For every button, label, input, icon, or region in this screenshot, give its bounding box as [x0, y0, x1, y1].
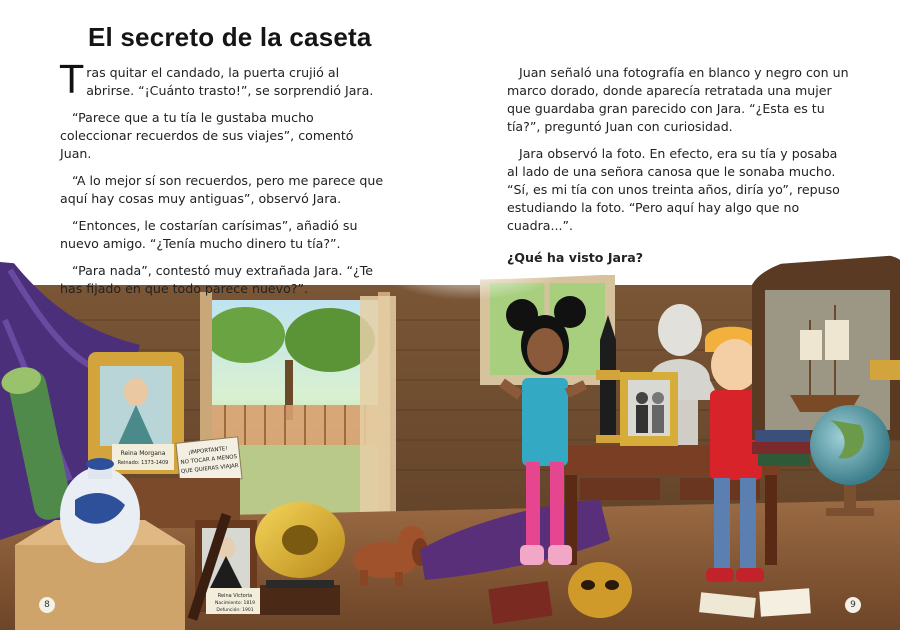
page-title: El secreto de la caseta [88, 22, 372, 52]
gramophone [255, 502, 345, 615]
warning-sign [176, 437, 242, 485]
paragraph-4: “Entonces, le costarían carísimas”, añadió su nuevo amigo. “¿Tenía mucho dinero tu tía?”. [60, 218, 358, 251]
right-column [507, 64, 852, 276]
book-stack [752, 430, 812, 466]
sign-line-2: NO TOCAR A MENOS [180, 454, 238, 466]
paragraph-2: “Parece que a tu tía le gustaba mucho coleccionar recuerdos de sus viajes”, comentó Juan. [60, 110, 354, 161]
page-number-right: 9 [845, 597, 861, 613]
paragraph-1-text: ras quitar el candado, la puerta crujió al abrirse. “¡Cuánto trasto!”, se sorprendió Jara. [86, 65, 374, 98]
paragraph-1 [60, 58, 385, 102]
portrait-caption-reign: Reinado: 1373-1409 [117, 460, 169, 466]
portrait-caption-name: Reina Morgana [120, 450, 166, 457]
tribal-mask [568, 562, 632, 618]
victoria-caption-death: Defunción: 1901 [216, 608, 254, 613]
question: ¿Qué ha visto Jara? [507, 250, 644, 265]
page-number-left: 8 [39, 597, 55, 613]
paragraph-7: Jara observó la foto. En efecto, era su tía y posaba al lado de una señora canosa que le sonaba mucho. “Sí, es mi tía con unos treinta años, diría yo”, repuso estudiando la foto. “Pero aquí hay algo que no cuadra...”. [507, 146, 840, 233]
victoria-caption-birth: Nacimiento: 1819 [214, 601, 256, 606]
drop-cap: T [60, 58, 84, 102]
victoria-caption-name: Reina Victoria [217, 593, 253, 599]
golden-photo-frame [620, 372, 678, 446]
left-column [60, 58, 385, 307]
paragraph-5: “Para nada”, contestó muy extrañada Jara. “¿Te has fijado en que todo parece nuevo?”. [60, 263, 374, 296]
sign-line-1: ¡IMPORTANTE! [187, 446, 228, 457]
paragraph-3: “A lo mejor sí son recuerdos, pero me parece que aquí hay cosas muy antiguas”, observó Jara. [60, 173, 384, 206]
sign-line-3: QUE QUIERAS VIAJAR [180, 462, 239, 475]
queen-portrait [88, 352, 184, 474]
paragraph-6: Juan señaló una fotografía en blanco y negro con un marco dorado, donde aparecía retratada una mujer que guardaba gran parecido con Jara. “¿Esta es tu tía?”, preguntó Juan con curiosidad. [507, 65, 849, 134]
